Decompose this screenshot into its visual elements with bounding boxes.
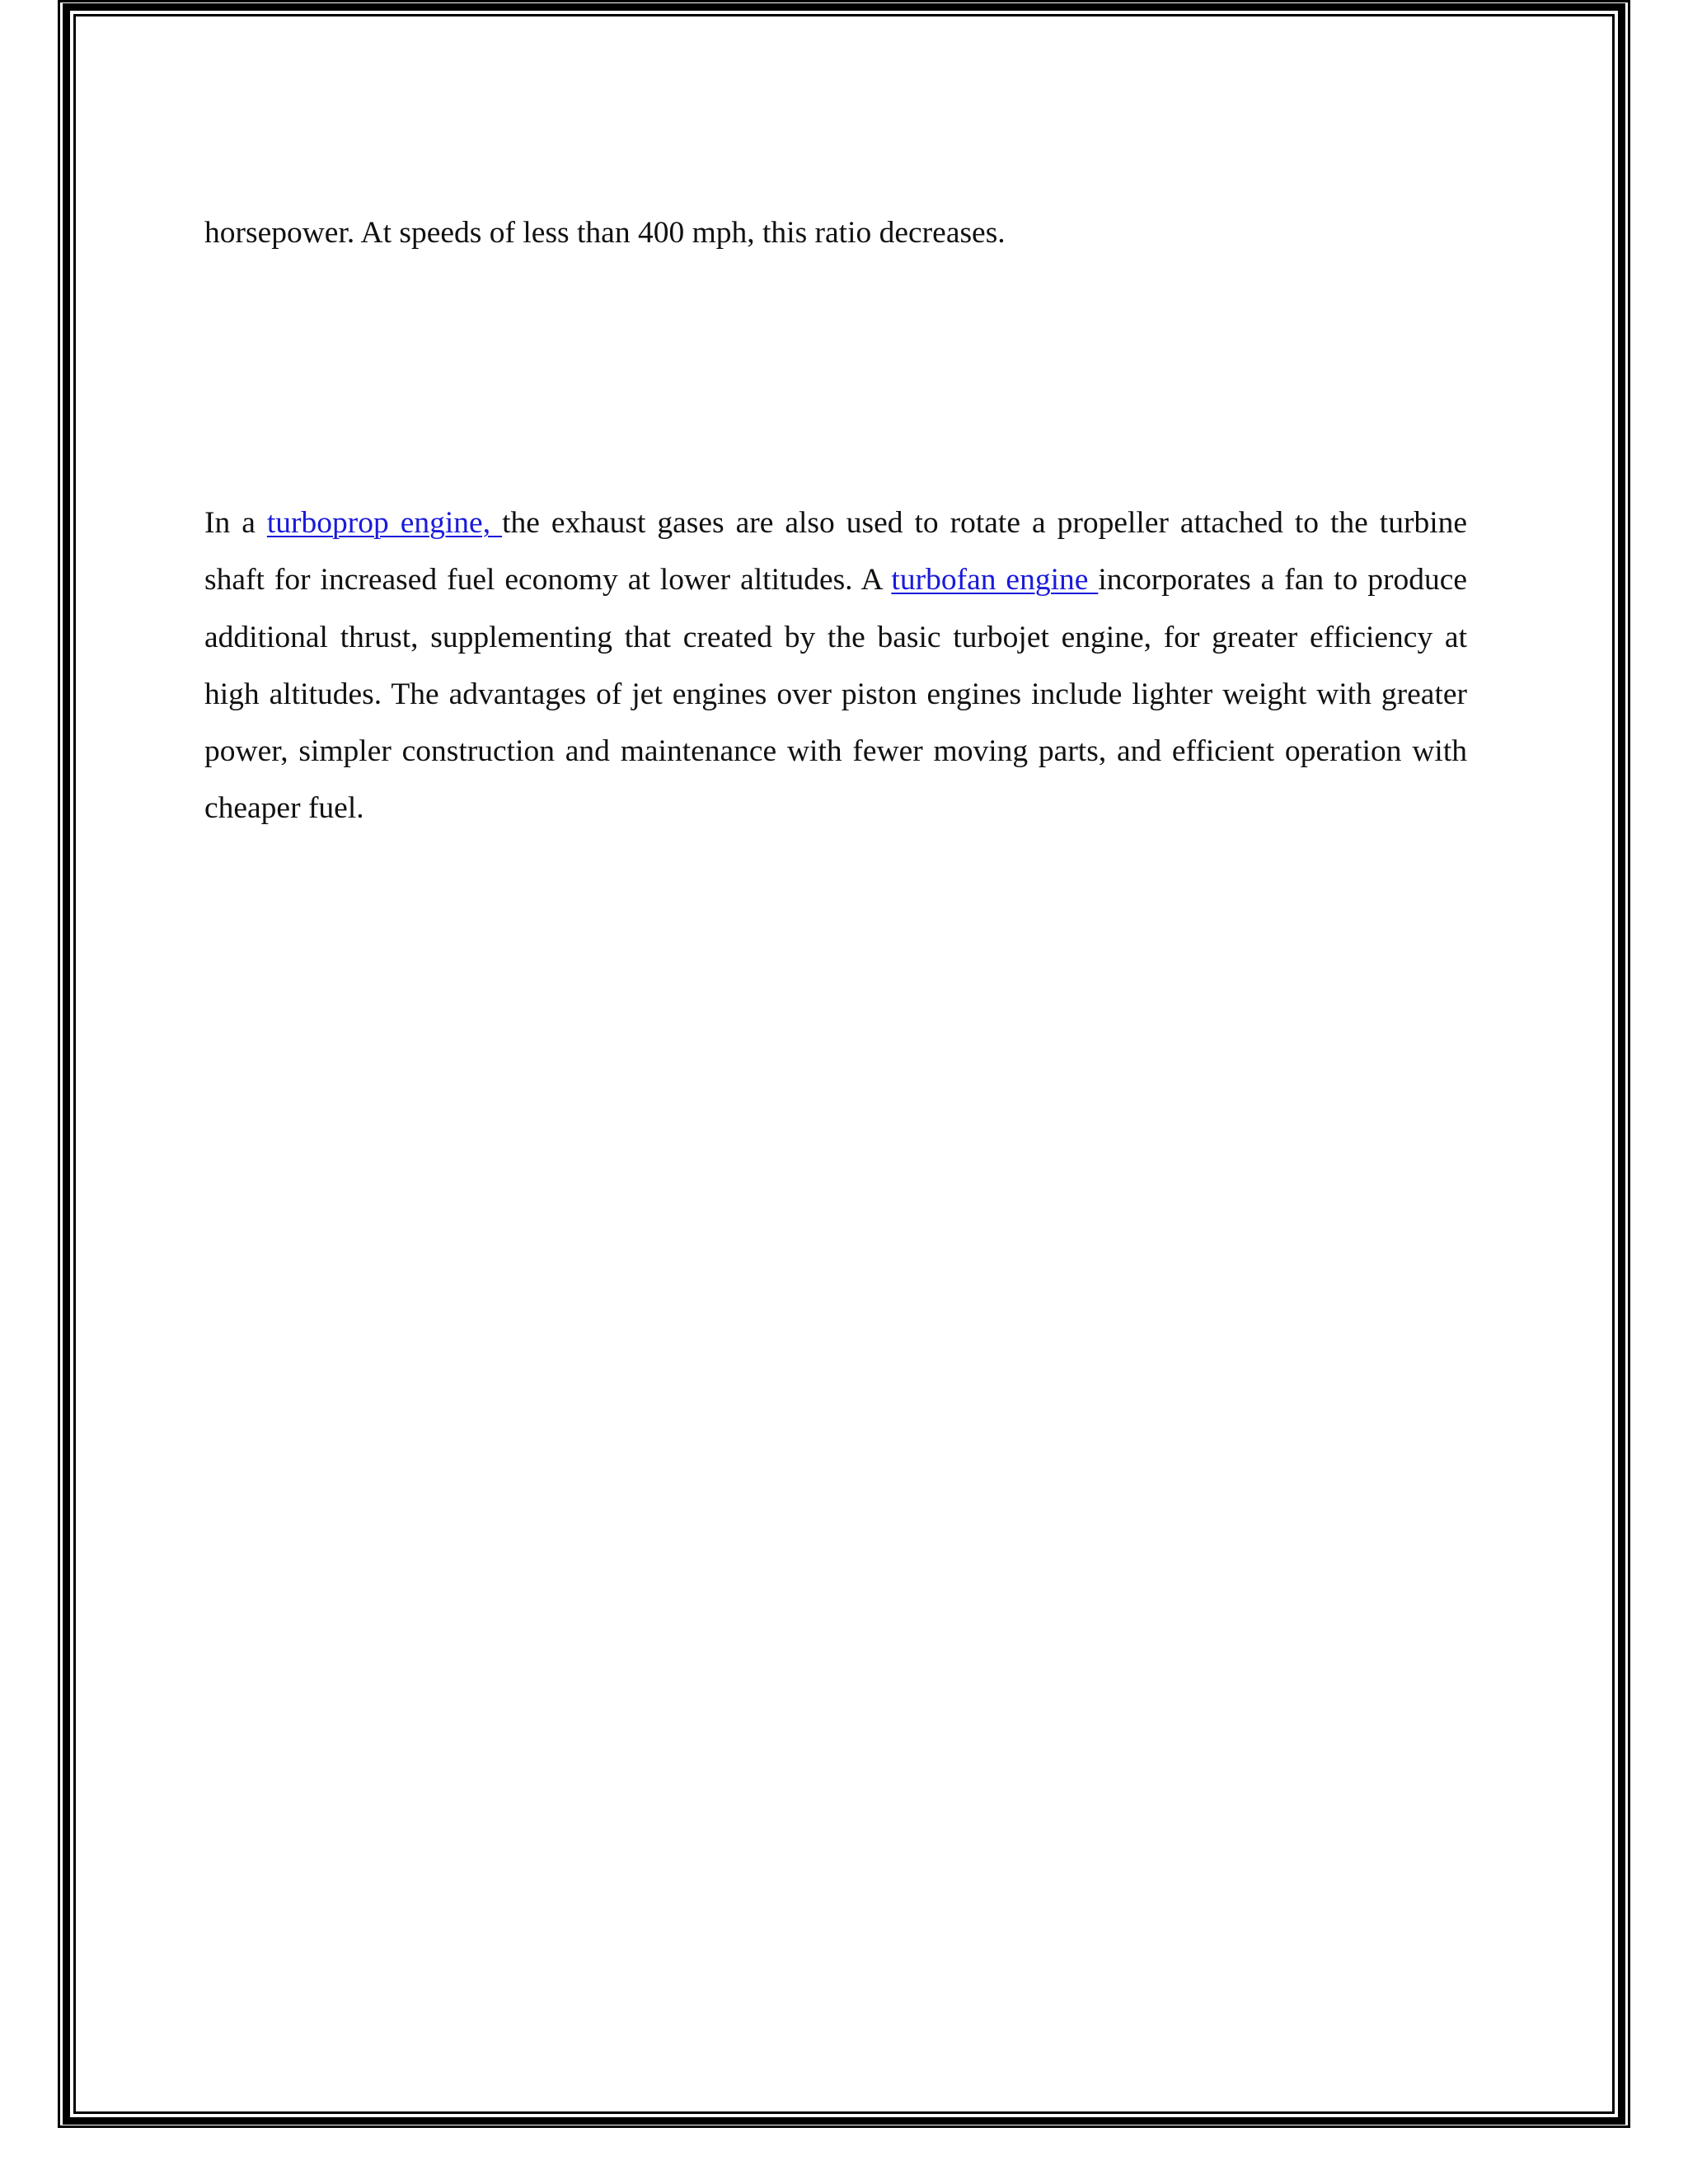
paragraph-text-part1: In a xyxy=(204,506,267,540)
turbofan-engine-link[interactable]: turbofan engine xyxy=(891,563,1099,598)
paragraph-text-part2: the exhaust gases are also used to rotate a propeller attached to the turbine shaft for increased fuel economy at lower altitudes. A xyxy=(204,506,1468,598)
paragraph-continuation: horsepower. At speeds of less than 400 mph, this ratio decreases. xyxy=(204,216,1006,250)
paragraph-jet-engines xyxy=(204,494,1467,837)
paragraph-text-part3: incorporates a fan to produce additional thrust, supplementing that created by the basic turbojet engine, for greater efficiency at high altitudes. The advantages of jet engines over piston engines include lighter weight with greater power, simpler construction and maintenance with fewer moving parts, and efficient operation with cheaper fuel. xyxy=(204,563,1467,826)
page-border-inner xyxy=(73,14,1615,2114)
turboprop-engine-link[interactable]: turboprop engine, xyxy=(266,506,503,540)
